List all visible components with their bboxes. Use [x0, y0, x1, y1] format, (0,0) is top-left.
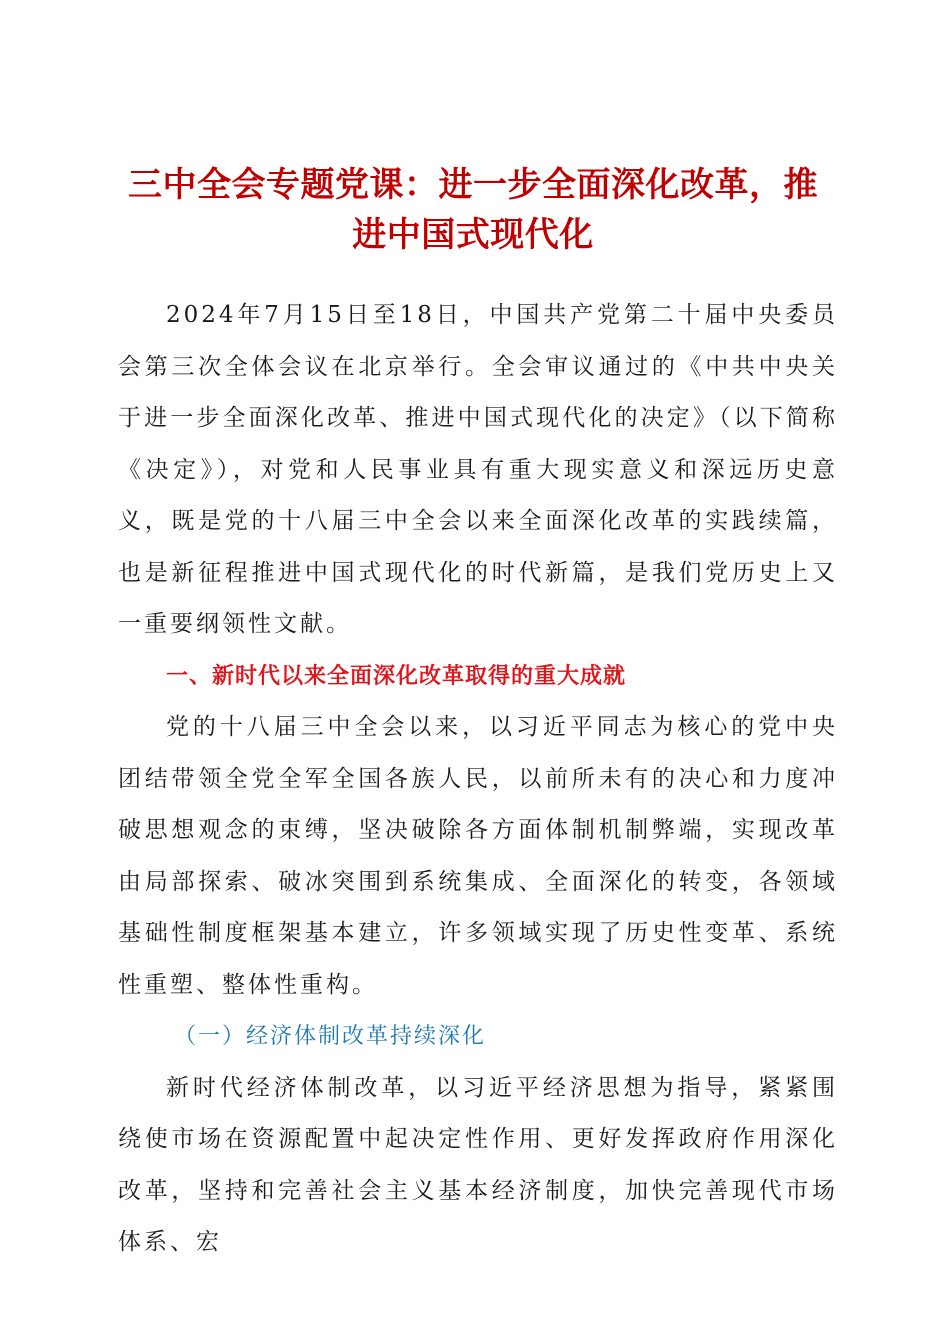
document-title	[118, 160, 828, 260]
subsection-1-paragraph: 新时代经济体制改革，以习近平经济思想为指导，紧紧围绕使市场在资源配置中起决定性作用、更好发挥政府作用深化改革，坚持和完善社会主义基本经济制度，加快完善现代市场体系、宏	[118, 1074, 838, 1255]
section-1-paragraph: 党的十八届三中全会以来，以习近平同志为核心的党中央团结带领全党全军全国各族人民，以前所未有的决心和力度冲破思想观念的束缚，坚决破除各方面体制机制弊端，实现改革由局部探索、破冰突围到系统集成、全面深化的转变，各领域基础性制度框架基本建立，许多领域实现了历史性变革、系统性重塑、整体性重构。	[118, 714, 838, 998]
intro-paragraph: 2024年7月15日至18日，中国共产党第二十届中央委员会第三次全体会议在北京举行。全会审议通过的《中共中央关于进一步全面深化改革、推进中国式现代化的决定》（以下简称《决定》），对党和人民事业具有重大现实意义和深远历史意义，既是党的十八届三中全会以来全面深化改革的实践续篇，也是新征程推进中国式现代化的时代新篇，是我们党历史上又一重要纲领性文献。	[118, 302, 838, 637]
document-body	[118, 290, 838, 1269]
subsection-1-heading: （一）经济体制改革持续深化	[174, 1024, 487, 1049]
section-1-heading: 一、新时代以来全面深化改革取得的重大成就	[166, 663, 627, 689]
title-line-2: 进中国式现代化	[352, 215, 594, 255]
title-line-1: 三中全会专题党课：进一步全面深化改革，推	[128, 165, 818, 205]
